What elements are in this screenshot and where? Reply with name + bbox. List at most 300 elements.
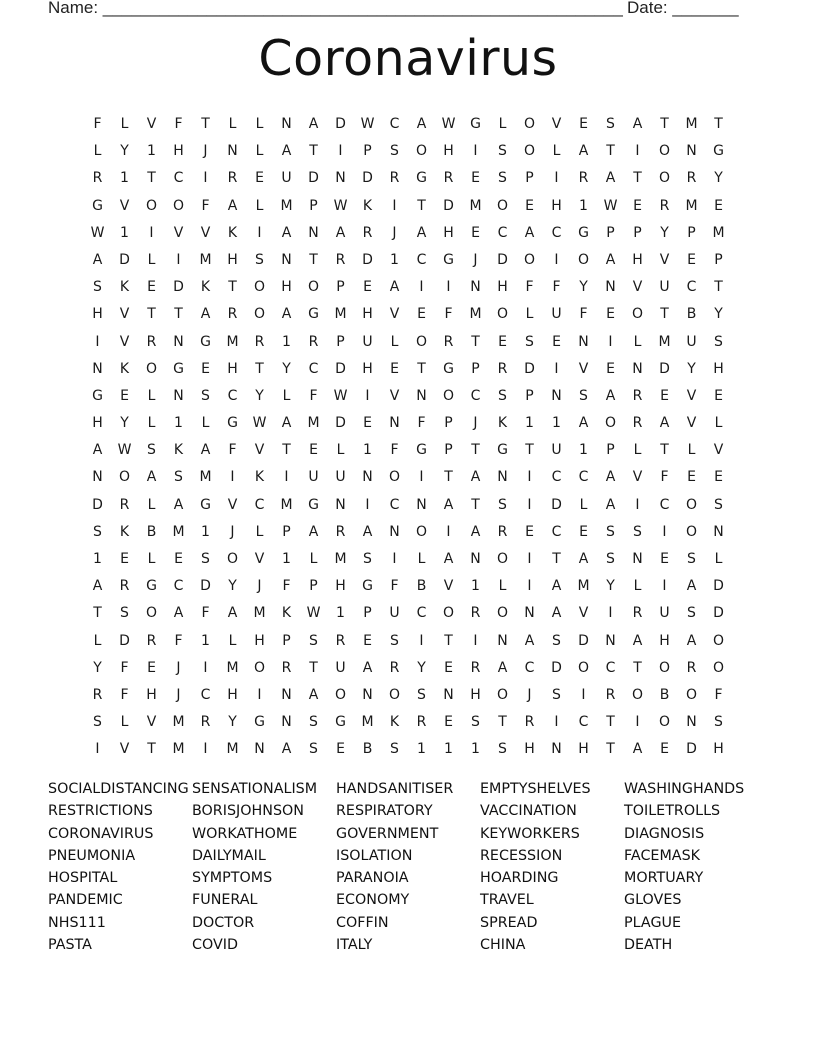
grid-letter[interactable]: O <box>712 632 725 649</box>
grid-letter[interactable]: Y <box>687 360 696 377</box>
grid-letter[interactable]: 1 <box>120 224 129 241</box>
grid-letter[interactable]: R <box>497 523 508 540</box>
grid-letter[interactable]: Y <box>660 224 669 241</box>
grid-letter[interactable]: A <box>92 578 103 595</box>
grid-letter[interactable]: A <box>362 659 373 676</box>
grid-letter[interactable]: F <box>552 279 561 296</box>
grid-letter[interactable]: R <box>362 224 373 241</box>
grid-letter[interactable]: R <box>254 333 265 350</box>
grid-letter[interactable]: D <box>578 632 589 649</box>
grid-letter[interactable]: H <box>497 279 508 296</box>
grid-letter[interactable]: Y <box>282 360 291 377</box>
grid-letter[interactable]: S <box>714 496 723 513</box>
grid-letter[interactable]: A <box>605 387 616 404</box>
grid-letter[interactable]: S <box>309 632 318 649</box>
grid-letter[interactable]: I <box>527 496 532 513</box>
grid-letter[interactable]: T <box>417 360 426 377</box>
grid-letter[interactable]: N <box>281 686 292 703</box>
grid-letter[interactable]: 1 <box>363 442 372 459</box>
grid-letter[interactable]: N <box>416 496 427 513</box>
grid-letter[interactable]: E <box>660 551 669 567</box>
grid-letter[interactable]: L <box>255 116 264 132</box>
grid-letter[interactable]: O <box>496 686 509 703</box>
grid-letter[interactable]: U <box>659 279 670 296</box>
grid-letter[interactable]: N <box>92 469 103 486</box>
grid-letter[interactable]: R <box>497 360 508 377</box>
grid-letter[interactable]: L <box>120 116 129 132</box>
grid-letter[interactable]: V <box>389 387 400 404</box>
grid-letter[interactable]: W <box>117 442 132 459</box>
grid-letter[interactable]: A <box>92 251 103 268</box>
grid-letter[interactable]: F <box>309 387 318 404</box>
grid-letter[interactable]: B <box>146 523 157 540</box>
grid-letter[interactable]: H <box>227 360 238 377</box>
grid-letter[interactable]: O <box>145 360 158 377</box>
grid-letter[interactable]: E <box>525 197 534 214</box>
grid-letter[interactable]: I <box>581 686 586 703</box>
grid-letter[interactable]: C <box>551 224 562 241</box>
grid-letter[interactable]: A <box>470 469 481 486</box>
grid-letter[interactable]: Y <box>228 714 237 731</box>
grid-letter[interactable]: R <box>443 333 454 350</box>
grid-letter[interactable]: A <box>281 224 292 241</box>
grid-letter[interactable]: O <box>523 143 536 160</box>
grid-letter[interactable]: O <box>685 523 698 540</box>
grid-letter[interactable]: H <box>335 578 346 595</box>
grid-letter[interactable]: M <box>280 197 293 214</box>
grid-letter[interactable]: 1 <box>390 251 399 268</box>
grid-letter[interactable]: I <box>176 251 181 268</box>
grid-letter[interactable]: 1 <box>282 551 291 567</box>
grid-letter[interactable]: S <box>390 632 399 649</box>
grid-letter[interactable]: Y <box>120 415 129 432</box>
grid-letter[interactable]: A <box>281 741 292 758</box>
grid-letter[interactable]: E <box>471 170 480 187</box>
grid-letter[interactable]: T <box>471 442 480 459</box>
grid-letter[interactable]: M <box>307 415 320 432</box>
grid-letter[interactable]: A <box>443 496 454 513</box>
grid-letter[interactable]: 1 <box>444 741 453 758</box>
grid-letter[interactable]: I <box>554 360 559 377</box>
grid-letter[interactable]: 1 <box>471 578 480 595</box>
grid-letter[interactable]: C <box>524 659 535 676</box>
grid-letter[interactable]: I <box>365 387 370 404</box>
grid-letter[interactable]: H <box>362 360 373 377</box>
grid-letter[interactable]: K <box>119 523 130 540</box>
grid-letter[interactable]: F <box>417 415 426 432</box>
grid-letter[interactable]: T <box>147 306 156 323</box>
grid-letter[interactable]: T <box>309 659 318 676</box>
grid-letter[interactable]: T <box>606 714 615 731</box>
grid-letter[interactable]: O <box>577 659 590 676</box>
grid-letter[interactable]: I <box>635 143 640 160</box>
grid-letter[interactable]: D <box>173 279 184 296</box>
grid-letter[interactable]: M <box>280 496 293 513</box>
grid-letter[interactable]: D <box>686 741 697 758</box>
grid-letter[interactable]: N <box>632 551 643 567</box>
grid-letter[interactable]: J <box>230 523 235 540</box>
grid-letter[interactable]: O <box>685 686 698 703</box>
grid-letter[interactable]: F <box>525 279 534 296</box>
grid-letter[interactable]: F <box>714 686 723 703</box>
grid-letter[interactable]: S <box>552 632 561 649</box>
grid-letter[interactable]: A <box>578 415 589 432</box>
grid-letter[interactable]: N <box>713 523 724 540</box>
grid-letter[interactable]: K <box>119 279 130 296</box>
grid-letter[interactable]: O <box>631 686 644 703</box>
grid-letter[interactable]: J <box>392 224 397 241</box>
grid-letter[interactable]: V <box>632 469 643 486</box>
grid-letter[interactable]: A <box>686 632 697 649</box>
grid-letter[interactable]: O <box>415 523 428 540</box>
grid-letter[interactable]: V <box>578 605 589 622</box>
grid-letter[interactable]: E <box>147 279 156 296</box>
grid-letter[interactable]: V <box>119 197 130 214</box>
grid-letter[interactable]: O <box>658 714 671 731</box>
grid-letter[interactable]: N <box>551 741 562 758</box>
grid-letter[interactable]: O <box>415 143 428 160</box>
grid-letter[interactable]: D <box>443 197 454 214</box>
grid-letter[interactable]: R <box>389 170 400 187</box>
grid-letter[interactable]: M <box>172 714 185 731</box>
grid-letter[interactable]: T <box>417 197 426 214</box>
grid-letter[interactable]: V <box>119 333 130 350</box>
grid-letter[interactable]: O <box>172 197 185 214</box>
grid-letter[interactable]: Y <box>714 306 723 323</box>
grid-letter[interactable]: R <box>632 387 643 404</box>
grid-letter[interactable]: B <box>416 578 427 595</box>
grid-letter[interactable]: O <box>658 659 671 676</box>
grid-letter[interactable]: U <box>686 333 697 350</box>
grid-letter[interactable]: N <box>254 741 265 758</box>
grid-letter[interactable]: I <box>230 469 235 486</box>
grid-letter[interactable]: T <box>633 659 642 676</box>
grid-letter[interactable]: A <box>308 686 319 703</box>
grid-letter[interactable]: D <box>713 605 724 622</box>
grid-letter[interactable]: G <box>443 251 454 268</box>
grid-letter[interactable]: Y <box>120 143 129 160</box>
grid-letter[interactable]: S <box>498 496 507 513</box>
grid-letter[interactable]: I <box>284 469 289 486</box>
grid-letter[interactable]: E <box>120 387 129 404</box>
grid-letter[interactable]: T <box>309 251 318 268</box>
grid-letter[interactable]: D <box>524 360 535 377</box>
grid-letter[interactable]: A <box>659 415 670 432</box>
grid-letter[interactable]: E <box>390 360 399 377</box>
grid-letter[interactable]: J <box>176 686 181 703</box>
grid-letter[interactable]: H <box>173 143 184 160</box>
grid-letter[interactable]: B <box>659 686 670 703</box>
grid-letter[interactable]: L <box>633 578 642 595</box>
grid-letter[interactable]: E <box>363 415 372 432</box>
grid-letter[interactable]: M <box>658 333 671 350</box>
grid-letter[interactable]: I <box>635 496 640 513</box>
grid-letter[interactable]: L <box>255 143 264 160</box>
grid-letter[interactable]: P <box>336 279 345 296</box>
grid-letter[interactable]: M <box>361 714 374 731</box>
grid-letter[interactable]: G <box>308 306 319 323</box>
grid-letter[interactable]: E <box>714 469 723 486</box>
grid-letter[interactable]: H <box>362 306 373 323</box>
grid-letter[interactable]: R <box>335 632 346 649</box>
grid-letter[interactable]: H <box>443 224 454 241</box>
grid-letter[interactable]: E <box>174 551 183 567</box>
grid-letter[interactable]: K <box>119 360 130 377</box>
grid-letter[interactable]: T <box>147 741 156 758</box>
grid-letter[interactable]: S <box>498 170 507 187</box>
grid-letter[interactable]: P <box>525 170 534 187</box>
grid-letter[interactable]: G <box>362 578 373 595</box>
grid-letter[interactable]: N <box>686 714 697 731</box>
grid-letter[interactable]: F <box>228 442 237 459</box>
grid-letter[interactable]: T <box>255 360 264 377</box>
grid-letter[interactable]: L <box>255 523 264 540</box>
grid-letter[interactable]: I <box>392 197 397 214</box>
grid-letter[interactable]: F <box>390 442 399 459</box>
grid-letter[interactable]: V <box>632 279 643 296</box>
grid-letter[interactable]: N <box>497 632 508 649</box>
grid-letter[interactable]: E <box>579 116 588 132</box>
grid-letter[interactable]: P <box>282 632 291 649</box>
grid-letter[interactable]: B <box>362 741 373 758</box>
grid-letter[interactable]: T <box>714 116 723 132</box>
grid-letter[interactable]: K <box>200 279 211 296</box>
grid-letter[interactable]: I <box>527 551 532 567</box>
grid-letter[interactable]: P <box>282 523 291 540</box>
grid-letter[interactable]: H <box>281 279 292 296</box>
grid-letter[interactable]: H <box>227 686 238 703</box>
grid-letter[interactable]: R <box>335 523 346 540</box>
grid-letter[interactable]: P <box>606 442 615 459</box>
grid-letter[interactable]: W <box>360 116 375 132</box>
grid-letter[interactable]: S <box>201 387 210 404</box>
grid-letter[interactable]: E <box>363 279 372 296</box>
grid-letter[interactable]: S <box>552 686 561 703</box>
grid-letter[interactable]: C <box>578 469 589 486</box>
grid-letter[interactable]: T <box>606 143 615 160</box>
grid-letter[interactable]: A <box>416 224 427 241</box>
grid-letter[interactable]: W <box>333 197 348 214</box>
grid-letter[interactable]: G <box>146 578 157 595</box>
grid-letter[interactable]: D <box>200 578 211 595</box>
grid-letter[interactable]: T <box>660 116 669 132</box>
grid-letter[interactable]: A <box>389 279 400 296</box>
grid-letter[interactable]: I <box>419 469 424 486</box>
grid-letter[interactable]: N <box>605 279 616 296</box>
grid-letter[interactable]: C <box>605 659 616 676</box>
grid-letter[interactable]: 1 <box>579 197 588 214</box>
grid-letter[interactable]: G <box>254 714 265 731</box>
grid-letter[interactable]: A <box>632 632 643 649</box>
grid-letter[interactable]: V <box>254 551 265 567</box>
grid-letter[interactable]: L <box>525 306 534 323</box>
grid-letter[interactable]: F <box>579 306 588 323</box>
grid-letter[interactable]: F <box>660 469 669 486</box>
grid-letter[interactable]: E <box>633 197 642 214</box>
grid-letter[interactable]: U <box>551 306 562 323</box>
grid-letter[interactable]: T <box>714 279 723 296</box>
grid-letter[interactable]: E <box>201 360 210 377</box>
grid-letter[interactable]: D <box>335 415 346 432</box>
grid-letter[interactable]: R <box>227 306 238 323</box>
grid-letter[interactable]: O <box>388 469 401 486</box>
grid-letter[interactable]: I <box>527 469 532 486</box>
grid-letter[interactable]: D <box>308 170 319 187</box>
grid-letter[interactable]: I <box>392 551 397 567</box>
grid-letter[interactable]: E <box>444 659 453 676</box>
grid-letter[interactable]: J <box>203 143 208 160</box>
grid-letter[interactable]: W <box>603 197 618 214</box>
grid-letter[interactable]: C <box>416 605 427 622</box>
grid-letter[interactable]: M <box>469 197 482 214</box>
grid-letter[interactable]: L <box>147 251 156 268</box>
grid-letter[interactable]: V <box>659 251 670 268</box>
grid-letter[interactable]: M <box>577 578 590 595</box>
grid-letter[interactable]: T <box>444 632 453 649</box>
grid-letter[interactable]: E <box>444 714 453 731</box>
grid-letter[interactable]: S <box>606 523 615 540</box>
grid-letter[interactable]: L <box>498 578 507 595</box>
grid-letter[interactable]: M <box>226 333 239 350</box>
grid-letter[interactable]: F <box>120 686 129 703</box>
grid-letter[interactable]: 1 <box>147 143 156 160</box>
grid-letter[interactable]: E <box>255 170 264 187</box>
grid-letter[interactable]: 1 <box>174 415 183 432</box>
date-field-line[interactable]: Date: _______ <box>627 0 739 17</box>
grid-letter[interactable]: O <box>253 306 266 323</box>
grid-letter[interactable]: S <box>309 741 318 758</box>
grid-letter[interactable]: T <box>498 714 507 731</box>
grid-letter[interactable]: N <box>308 224 319 241</box>
grid-letter[interactable]: P <box>444 442 453 459</box>
grid-letter[interactable]: A <box>524 224 535 241</box>
grid-letter[interactable]: P <box>309 197 318 214</box>
grid-letter[interactable]: D <box>497 251 508 268</box>
grid-letter[interactable]: P <box>606 224 615 241</box>
grid-letter[interactable]: 1 <box>579 442 588 459</box>
grid-letter[interactable]: G <box>416 442 427 459</box>
grid-letter[interactable]: E <box>687 469 696 486</box>
grid-letter[interactable]: E <box>471 224 480 241</box>
grid-letter[interactable]: S <box>390 143 399 160</box>
grid-letter[interactable]: H <box>524 741 535 758</box>
grid-letter[interactable]: U <box>389 605 400 622</box>
grid-letter[interactable]: C <box>389 116 400 132</box>
grid-letter[interactable]: A <box>605 469 616 486</box>
grid-letter[interactable]: T <box>201 116 210 132</box>
grid-letter[interactable]: U <box>659 605 670 622</box>
grid-letter[interactable]: N <box>335 170 346 187</box>
grid-letter[interactable]: N <box>281 714 292 731</box>
grid-letter[interactable]: E <box>606 360 615 377</box>
grid-letter[interactable]: A <box>497 659 508 676</box>
grid-letter[interactable]: E <box>687 251 696 268</box>
grid-letter[interactable]: V <box>389 306 400 323</box>
grid-letter[interactable]: E <box>714 387 723 404</box>
grid-letter[interactable]: C <box>227 387 238 404</box>
grid-letter[interactable]: I <box>95 741 100 758</box>
grid-letter[interactable]: O <box>577 251 590 268</box>
grid-letter[interactable]: M <box>199 251 212 268</box>
grid-letter[interactable]: 1 <box>201 632 210 649</box>
grid-letter[interactable]: N <box>281 116 292 132</box>
grid-letter[interactable]: S <box>147 442 156 459</box>
grid-letter[interactable]: L <box>309 551 318 567</box>
grid-letter[interactable]: P <box>471 360 480 377</box>
grid-letter[interactable]: U <box>551 442 562 459</box>
grid-letter[interactable]: T <box>525 442 534 459</box>
grid-letter[interactable]: H <box>632 251 643 268</box>
grid-letter[interactable]: A <box>281 306 292 323</box>
grid-letter[interactable]: C <box>173 578 184 595</box>
grid-letter[interactable]: A <box>578 551 589 567</box>
grid-letter[interactable]: C <box>254 496 265 513</box>
grid-letter[interactable]: J <box>473 415 478 432</box>
grid-letter[interactable]: 1 <box>471 741 480 758</box>
grid-letter[interactable]: L <box>147 496 156 513</box>
grid-letter[interactable]: K <box>227 224 238 241</box>
grid-letter[interactable]: H <box>443 143 454 160</box>
grid-letter[interactable]: N <box>632 360 643 377</box>
grid-letter[interactable]: N <box>524 605 535 622</box>
grid-letter[interactable]: W <box>90 224 105 241</box>
grid-letter[interactable]: J <box>176 659 181 676</box>
grid-letter[interactable]: I <box>257 224 262 241</box>
grid-letter[interactable]: A <box>632 116 643 132</box>
grid-letter[interactable]: O <box>307 279 320 296</box>
grid-letter[interactable]: V <box>713 442 724 459</box>
grid-letter[interactable]: A <box>362 523 373 540</box>
grid-letter[interactable]: R <box>335 251 346 268</box>
grid-letter[interactable]: M <box>334 306 347 323</box>
grid-letter[interactable]: 1 <box>336 605 345 622</box>
grid-letter[interactable]: I <box>95 333 100 350</box>
grid-letter[interactable]: N <box>92 360 103 377</box>
grid-letter[interactable]: O <box>685 496 698 513</box>
grid-letter[interactable]: I <box>203 741 208 758</box>
grid-letter[interactable]: I <box>554 170 559 187</box>
grid-letter[interactable]: S <box>606 116 615 132</box>
grid-letter[interactable]: O <box>658 143 671 160</box>
grid-letter[interactable]: D <box>551 496 562 513</box>
grid-letter[interactable]: I <box>635 714 640 731</box>
grid-letter[interactable]: L <box>633 442 642 459</box>
grid-letter[interactable]: Y <box>93 659 102 676</box>
grid-letter[interactable]: A <box>173 496 184 513</box>
grid-letter[interactable]: K <box>497 415 508 432</box>
grid-letter[interactable]: O <box>145 605 158 622</box>
grid-letter[interactable]: L <box>147 387 156 404</box>
grid-letter[interactable]: A <box>470 523 481 540</box>
grid-letter[interactable]: K <box>389 714 400 731</box>
grid-letter[interactable]: K <box>254 469 265 486</box>
grid-letter[interactable]: A <box>200 306 211 323</box>
grid-letter[interactable]: S <box>498 741 507 758</box>
grid-letter[interactable]: M <box>253 605 266 622</box>
grid-letter[interactable]: E <box>660 387 669 404</box>
grid-letter[interactable]: C <box>659 496 670 513</box>
grid-letter[interactable]: V <box>578 360 589 377</box>
grid-letter[interactable]: I <box>662 578 667 595</box>
grid-letter[interactable]: K <box>362 197 373 214</box>
grid-letter[interactable]: N <box>281 251 292 268</box>
grid-letter[interactable]: I <box>554 251 559 268</box>
grid-letter[interactable]: F <box>201 605 210 622</box>
grid-letter[interactable]: H <box>713 741 724 758</box>
grid-letter[interactable]: S <box>687 551 696 567</box>
grid-letter[interactable]: R <box>200 714 211 731</box>
name-field-line[interactable]: Name: _______________________________________________________ <box>48 0 623 17</box>
